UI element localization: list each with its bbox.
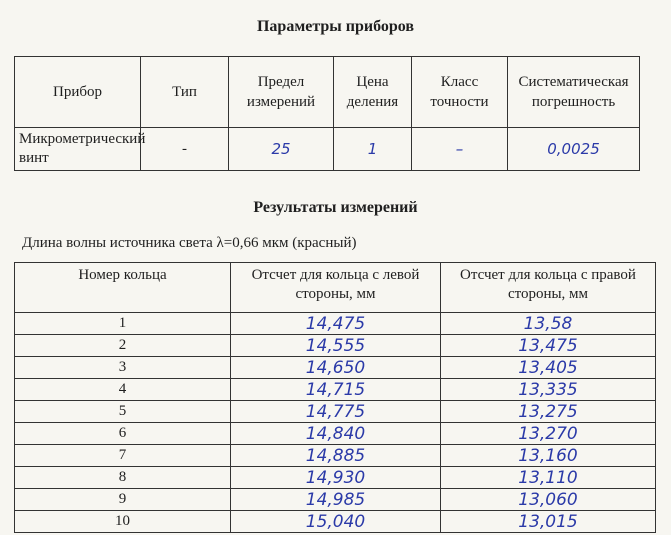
- header-ring-number: Номер кольца: [15, 263, 231, 313]
- table-row: [15, 423, 656, 445]
- ring-number: 4: [15, 379, 231, 401]
- right-reading: 13,060: [441, 489, 656, 511]
- table-row: [15, 511, 656, 533]
- device-name: Микрометрический винт: [15, 128, 141, 171]
- table-row: [15, 379, 656, 401]
- header-type: Тип: [141, 57, 229, 128]
- light-source-subtitle: Длина волны источника света λ=0,66 мкм (красный): [22, 235, 357, 251]
- left-reading: 14,650: [231, 357, 441, 379]
- ring-number: 6: [15, 423, 231, 445]
- right-reading: 13,58: [441, 313, 656, 335]
- table-row: [15, 489, 656, 511]
- header-division: Цена деления: [334, 57, 412, 128]
- table-row: [15, 357, 656, 379]
- device-type: -: [141, 128, 229, 171]
- left-reading: 15,040: [231, 511, 441, 533]
- table-row: [15, 401, 656, 423]
- measurement-limit: 25: [229, 128, 334, 171]
- right-reading: 13,015: [441, 511, 656, 533]
- header-systematic-error: Систематическая погрешность: [508, 57, 640, 128]
- right-reading: 13,335: [441, 379, 656, 401]
- left-reading: 14,775: [231, 401, 441, 423]
- right-reading: 13,270: [441, 423, 656, 445]
- systematic-error: 0,0025: [508, 128, 640, 171]
- header-limit: Предел измерений: [229, 57, 334, 128]
- right-reading: 13,110: [441, 467, 656, 489]
- instrument-params-title: Параметры приборов: [256, 18, 415, 35]
- ring-number: 9: [15, 489, 231, 511]
- right-reading: 13,475: [441, 335, 656, 357]
- table-row: [15, 467, 656, 489]
- ring-number: 8: [15, 467, 231, 489]
- division-value: 1: [334, 128, 412, 171]
- measurement-results-table: [14, 262, 656, 533]
- ring-number: 7: [15, 445, 231, 467]
- instrument-params-table: [14, 56, 640, 171]
- left-reading: 14,715: [231, 379, 441, 401]
- ring-number: 3: [15, 357, 231, 379]
- left-reading: 14,885: [231, 445, 441, 467]
- left-reading: 14,840: [231, 423, 441, 445]
- left-reading: 14,985: [231, 489, 441, 511]
- header-accuracy-class: Класс точности: [412, 57, 508, 128]
- ring-number: 5: [15, 401, 231, 423]
- table-row: [15, 313, 656, 335]
- ring-number: 2: [15, 335, 231, 357]
- left-reading: 14,555: [231, 335, 441, 357]
- left-reading: 14,475: [231, 313, 441, 335]
- measurement-results-title: Результаты измерений: [253, 199, 418, 216]
- instrument-params-row: [15, 128, 640, 171]
- header-right-reading: Отсчет для кольца с правой стороны, мм: [441, 263, 656, 313]
- header-device: Прибор: [15, 57, 141, 128]
- accuracy-class: –: [412, 128, 508, 171]
- table-row: [15, 335, 656, 357]
- header-left-reading: Отсчет для кольца с левой стороны, мм: [231, 263, 441, 313]
- instrument-params-header-row: [15, 57, 640, 128]
- left-reading: 14,930: [231, 467, 441, 489]
- right-reading: 13,405: [441, 357, 656, 379]
- right-reading: 13,275: [441, 401, 656, 423]
- ring-number: 1: [15, 313, 231, 335]
- table-row: [15, 445, 656, 467]
- ring-number: 10: [15, 511, 231, 533]
- right-reading: 13,160: [441, 445, 656, 467]
- results-header-row: [15, 263, 656, 313]
